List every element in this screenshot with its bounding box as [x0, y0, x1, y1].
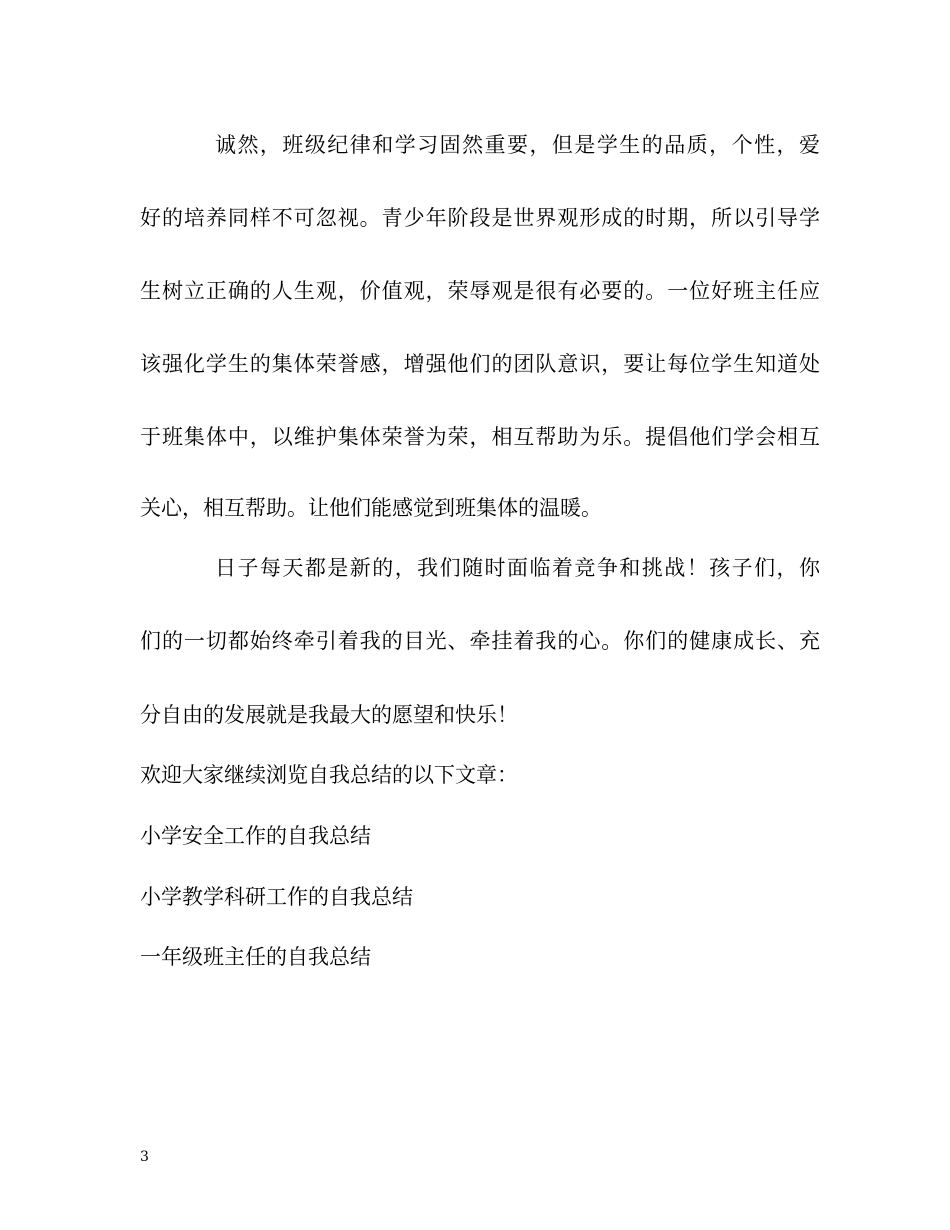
paragraph-2-line-1: 日子每天都是新的，我们随时面临着竞争和挑战！孩子们，你: [215, 556, 820, 580]
paragraph-2-line-3: 分自由的发展就是我最大的愿望和快乐！: [140, 703, 518, 727]
paragraph-1-line-4: 该强化学生的集体荣誉感，增强他们的团队意识，要让每位学生知道处: [140, 352, 820, 376]
related-articles-intro: 欢迎大家继续浏览自我总结的以下文章：: [140, 763, 518, 787]
related-article-link[interactable]: 一年级班主任的自我总结: [140, 945, 371, 969]
paragraph-1-line-5: 于班集体中，以维护集体荣誉为荣，相互帮助为乐。提倡他们学会相互: [140, 425, 820, 449]
paragraph-1-line-3: 生树立正确的人生观，价值观，荣辱观是很有必要的。一位好班主任应: [140, 279, 820, 303]
paragraph-2-line-2: 们的一切都始终牵引着我的目光、牵挂着我的心。你们的健康成长、充: [140, 629, 820, 653]
paragraph-1-line-1: 诚然，班级纪律和学习固然重要，但是学生的品质，个性，爱: [215, 133, 820, 157]
page-number: 3: [140, 1149, 149, 1165]
related-article-link[interactable]: 小学教学科研工作的自我总结: [140, 885, 413, 909]
paragraph-1-line-6: 关心，相互帮助。让他们能感觉到班集体的温暖。: [140, 496, 602, 520]
related-article-link[interactable]: 小学安全工作的自我总结: [140, 824, 371, 848]
paragraph-1-line-2: 好的培养同样不可忽视。青少年阶段是世界观形成的时期，所以引导学: [140, 206, 820, 230]
